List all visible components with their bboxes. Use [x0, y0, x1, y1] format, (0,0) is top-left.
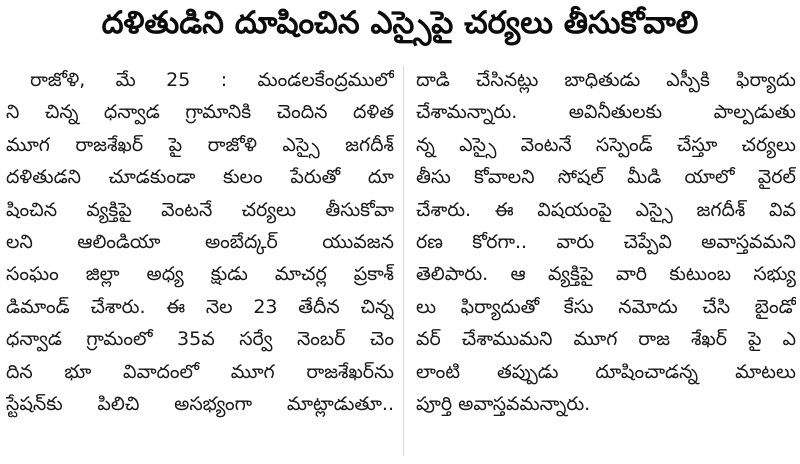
- column-divider: [403, 66, 404, 456]
- article-line: లని ఆలిండియా అంబేద్కర్ యువజన: [6, 230, 394, 253]
- article-line: చేశారు. ఈ విషయంపై ఎస్సై జగదీశ్ వివ: [416, 198, 796, 221]
- article-line: వర్ చేశాముమని మూగ రాజ శేఖర్ పై ఎ: [416, 328, 796, 351]
- article-line: పూర్తి అవాస్తవమన్నారు.: [416, 392, 591, 415]
- article-line: తెలిపారు. ఆ వ్యక్తిపై వారి కుటుంబ సభ్యు: [416, 263, 796, 286]
- headline: దళితుడిని దూషించిన ఎస్సైపై చర్యలు తీసుకోవాలి: [101, 4, 699, 41]
- article-line: మూగ రాజశేఖర్ పై రాజోళి ఎస్సై జగదీశ్: [6, 133, 394, 156]
- article-line: డిమాండ్ చేశారు. ఈ నెల 23 తేదీన చిన్న: [6, 295, 394, 318]
- article-line: దళితుడని చూడకుండా కులం పేరుతో దూ: [6, 166, 394, 189]
- article-line: దాడి చేసినట్లు బాధితుడు ఎస్పీకి ఫిర్యాదు: [416, 69, 796, 91]
- article-line: లాంటి తప్పుడు దూషించాడన్న మాటలు: [416, 360, 796, 383]
- article-line: సంఘం జిల్లా అధ్య క్షుడు మాచర్ల ప్రకాశ్: [6, 263, 394, 286]
- article-line: రాజోళి, మే 25 : మండలకేంద్రములో: [30, 69, 394, 91]
- article-column-right: [416, 64, 796, 420]
- article-line: చేశామన్నారు. అవినీతులకు పాల్పడుతు: [416, 101, 796, 124]
- article-line: ధన్వాడ గ్రామంలో 35వ సర్వే నెంబర్ చెం: [6, 328, 394, 351]
- article-column-left: [6, 64, 394, 420]
- article-line: షించిన వ్యక్తిపై వెంటనే చర్యలు తీసుకోవా: [6, 198, 394, 221]
- article-line: దిన భూ వివాదంలో మూగ రాజశేఖర్‌ను: [6, 360, 394, 383]
- article-line: స్టేషన్‌కు పిలిచి అసభ్యంగా మాట్లాడుతూ..: [6, 392, 394, 415]
- article-line: లు ఫిర్యాదుతో కేసు నమోదు చేసి బైండో: [416, 295, 796, 318]
- article-line: ని చిన్న ధన్వాడ గ్రామానికి చెందిన దళిత: [6, 101, 394, 124]
- article-line: రణ కోరగా.. వారు చెప్పేవి అవాస్తవమని: [416, 230, 796, 253]
- article-line: తీసు కోవాలని సోషల్ మీడి యాలో వైరల్: [416, 166, 796, 189]
- article-line: న్న ఎస్సై వెంటనే సస్పెండ్ చేస్తూ చర్యలు: [416, 133, 796, 156]
